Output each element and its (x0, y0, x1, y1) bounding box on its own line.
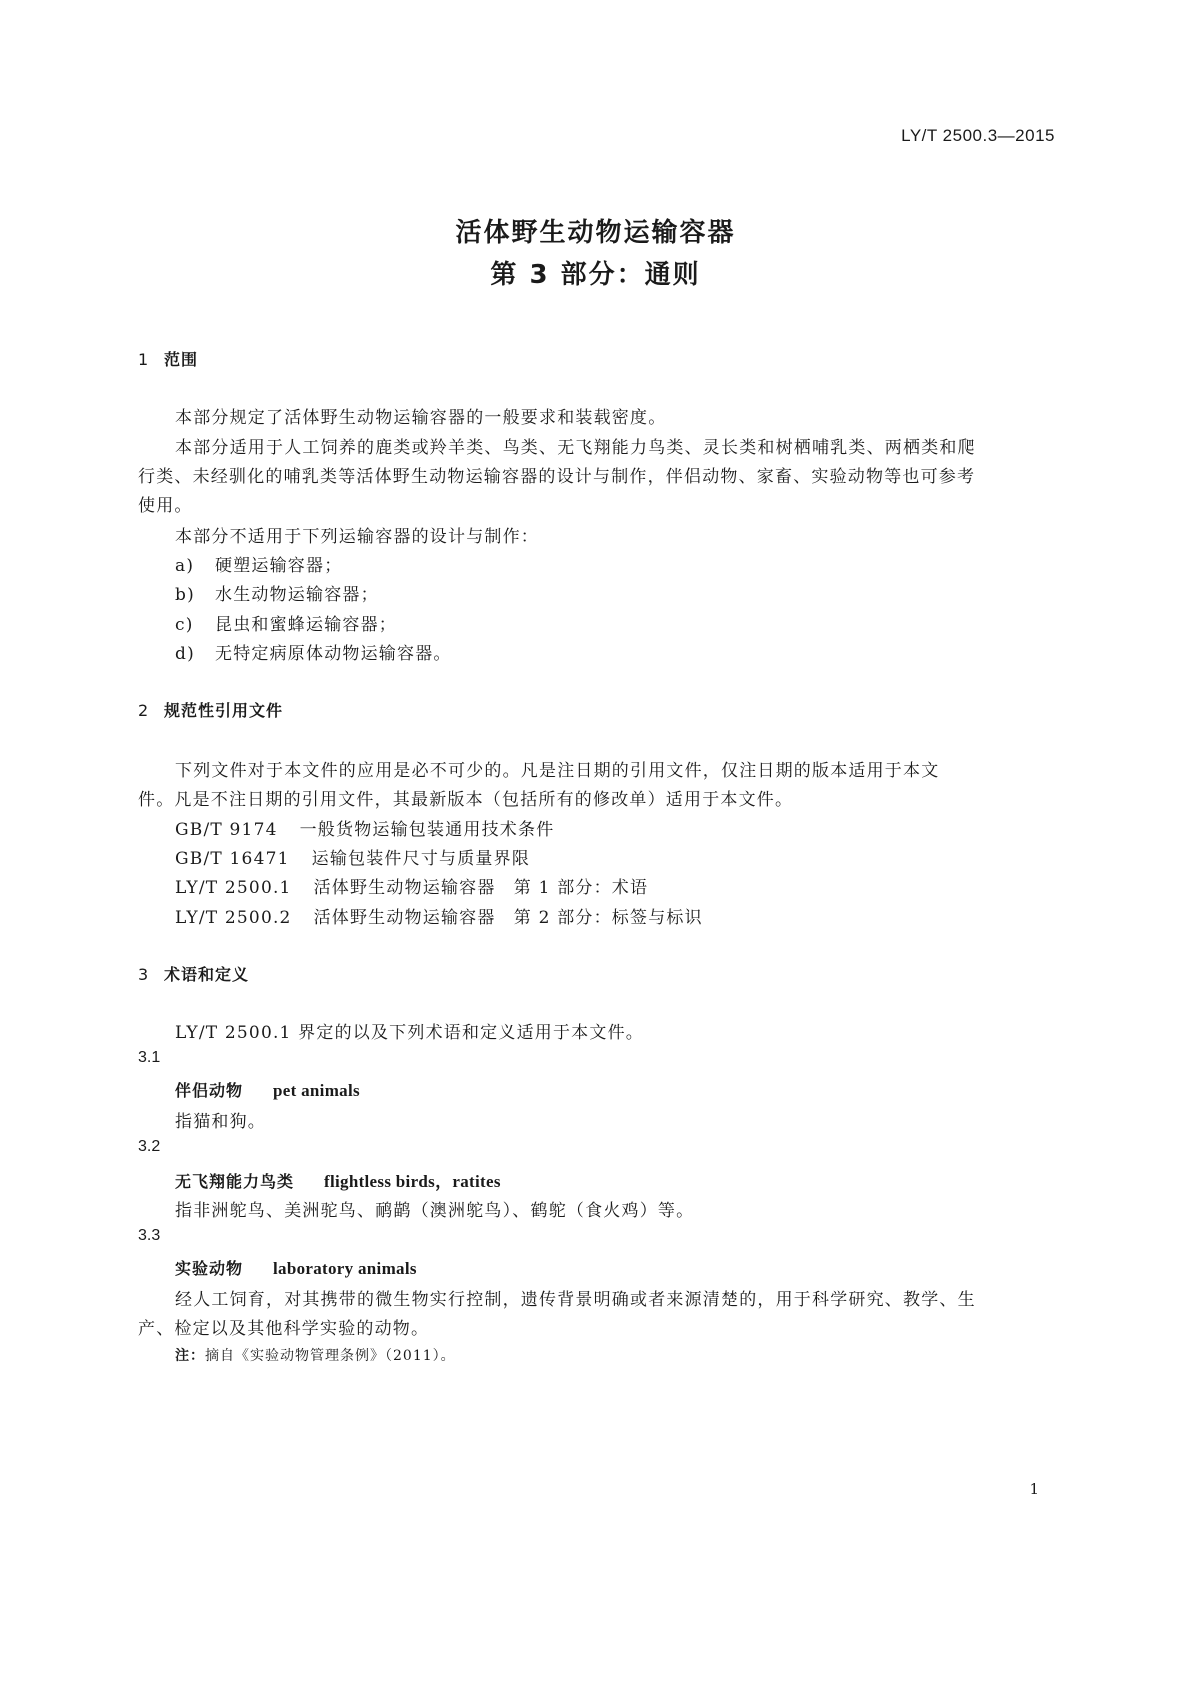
list-item-label: a) (175, 556, 195, 576)
paragraph-line: 使用。 (138, 496, 193, 516)
note-text: 摘自《实验动物管理条例》（2011）。 (205, 1348, 456, 1364)
section-number: 3 (138, 965, 150, 984)
term-entry (175, 1167, 501, 1192)
term-zh: 伴侣动物 (175, 1081, 244, 1100)
reference-item (175, 815, 554, 840)
note (175, 1345, 456, 1365)
section-number: 2 (138, 701, 150, 720)
document-subtitle: 第 3 部分：通则 (490, 260, 701, 290)
list-item-text: 无特定病原体动物运输容器。 (215, 644, 452, 664)
reference-item (175, 844, 530, 869)
list-item-label: d) (175, 644, 195, 664)
clause-number: 3.3 (138, 1227, 161, 1244)
list-item (175, 610, 397, 635)
section-title: 术语和定义 (164, 965, 250, 984)
section-2-heading (138, 698, 283, 721)
term-definition: 指猫和狗。 (175, 1112, 266, 1132)
term-zh: 无飞翔能力鸟类 (175, 1172, 295, 1191)
clause-number: 3.2 (138, 1138, 161, 1155)
document-title: 活体野生动物运输容器 (455, 218, 736, 248)
section-1-heading (138, 347, 198, 370)
paragraph-line: 下列文件对于本文件的应用是必不可少的。凡是注日期的引用文件，仅注日期的版本适用于本文 (175, 761, 940, 781)
term-zh: 实验动物 (175, 1259, 244, 1278)
clause-number: 3.1 (138, 1049, 161, 1066)
reference-title: 一般货物运输包装通用技术条件 (299, 820, 555, 840)
section-title: 规范性引用文件 (164, 701, 284, 720)
paragraph-line: 行类、未经驯化的哺乳类等活体野生动物运输容器的设计与制作，伴侣动物、家畜、实验动物等也可参考 (138, 467, 976, 487)
reference-code: LY/T 2500.2 (175, 908, 292, 928)
note-label: 注： (175, 1348, 205, 1364)
term-definition-line: 经人工饲育，对其携带的微生物实行控制，遗传背景明确或者来源清楚的，用于科学研究、教学、生 (175, 1290, 976, 1310)
list-item (175, 580, 379, 605)
term-en: pet animals (273, 1081, 360, 1100)
paragraph-line: 件。凡是不注日期的引用文件，其最新版本（包括所有的修改单）适用于本文件。 (138, 790, 794, 810)
reference-title: 活体野生动物运输容器 第 1 部分：术语 (313, 878, 649, 898)
section-title: 范围 (164, 350, 199, 369)
section-number: 1 (138, 350, 150, 369)
section-3-heading (138, 962, 249, 985)
term-en: laboratory animals (273, 1259, 417, 1278)
list-item-label: b) (175, 585, 195, 605)
list-item-label: c) (175, 615, 194, 635)
list-item-text: 硬塑运输容器； (215, 556, 343, 576)
list-item (175, 551, 342, 576)
term-entry (175, 1078, 360, 1101)
list-item-text: 水生动物运输容器； (215, 585, 379, 605)
reference-code: LY/T 2500.1 (175, 878, 292, 898)
term-entry (175, 1256, 417, 1279)
paragraph: 本部分不适用于下列运输容器的设计与制作： (175, 527, 539, 547)
reference-code: GB/T 16471 (175, 849, 290, 869)
paragraph: 本部分规定了活体野生动物运输容器的一般要求和装载密度。 (175, 408, 667, 428)
paragraph: LY/T 2500.1 界定的以及下列术语和定义适用于本文件。 (175, 1023, 644, 1043)
reference-item (175, 903, 703, 928)
paragraph-line: 本部分适用于人工饲养的鹿类或羚羊类、鸟类、无飞翔能力鸟类、灵长类和树栖哺乳类、两栖类和爬 (175, 438, 976, 458)
reference-title: 运输包装件尺寸与质量界限 (311, 849, 531, 869)
list-item-text: 昆虫和蜜蜂运输容器； (215, 615, 397, 635)
page-number: 1 (1029, 1480, 1039, 1498)
term-definition: 指非洲鸵鸟、美洲驼鸟、鸸鹋（澳洲鸵鸟）、鹤鸵（食火鸡）等。 (175, 1201, 695, 1221)
reference-item (175, 873, 648, 898)
term-en: flightless birds，ratites (324, 1172, 501, 1191)
list-item (175, 639, 452, 664)
reference-title: 活体野生动物运输容器 第 2 部分：标签与标识 (313, 908, 703, 928)
standard-code: LY/T 2500.3—2015 (901, 126, 1055, 145)
term-definition-line: 产、检定以及其他科学实验的动物。 (138, 1319, 430, 1339)
reference-code: GB/T 9174 (175, 820, 278, 840)
